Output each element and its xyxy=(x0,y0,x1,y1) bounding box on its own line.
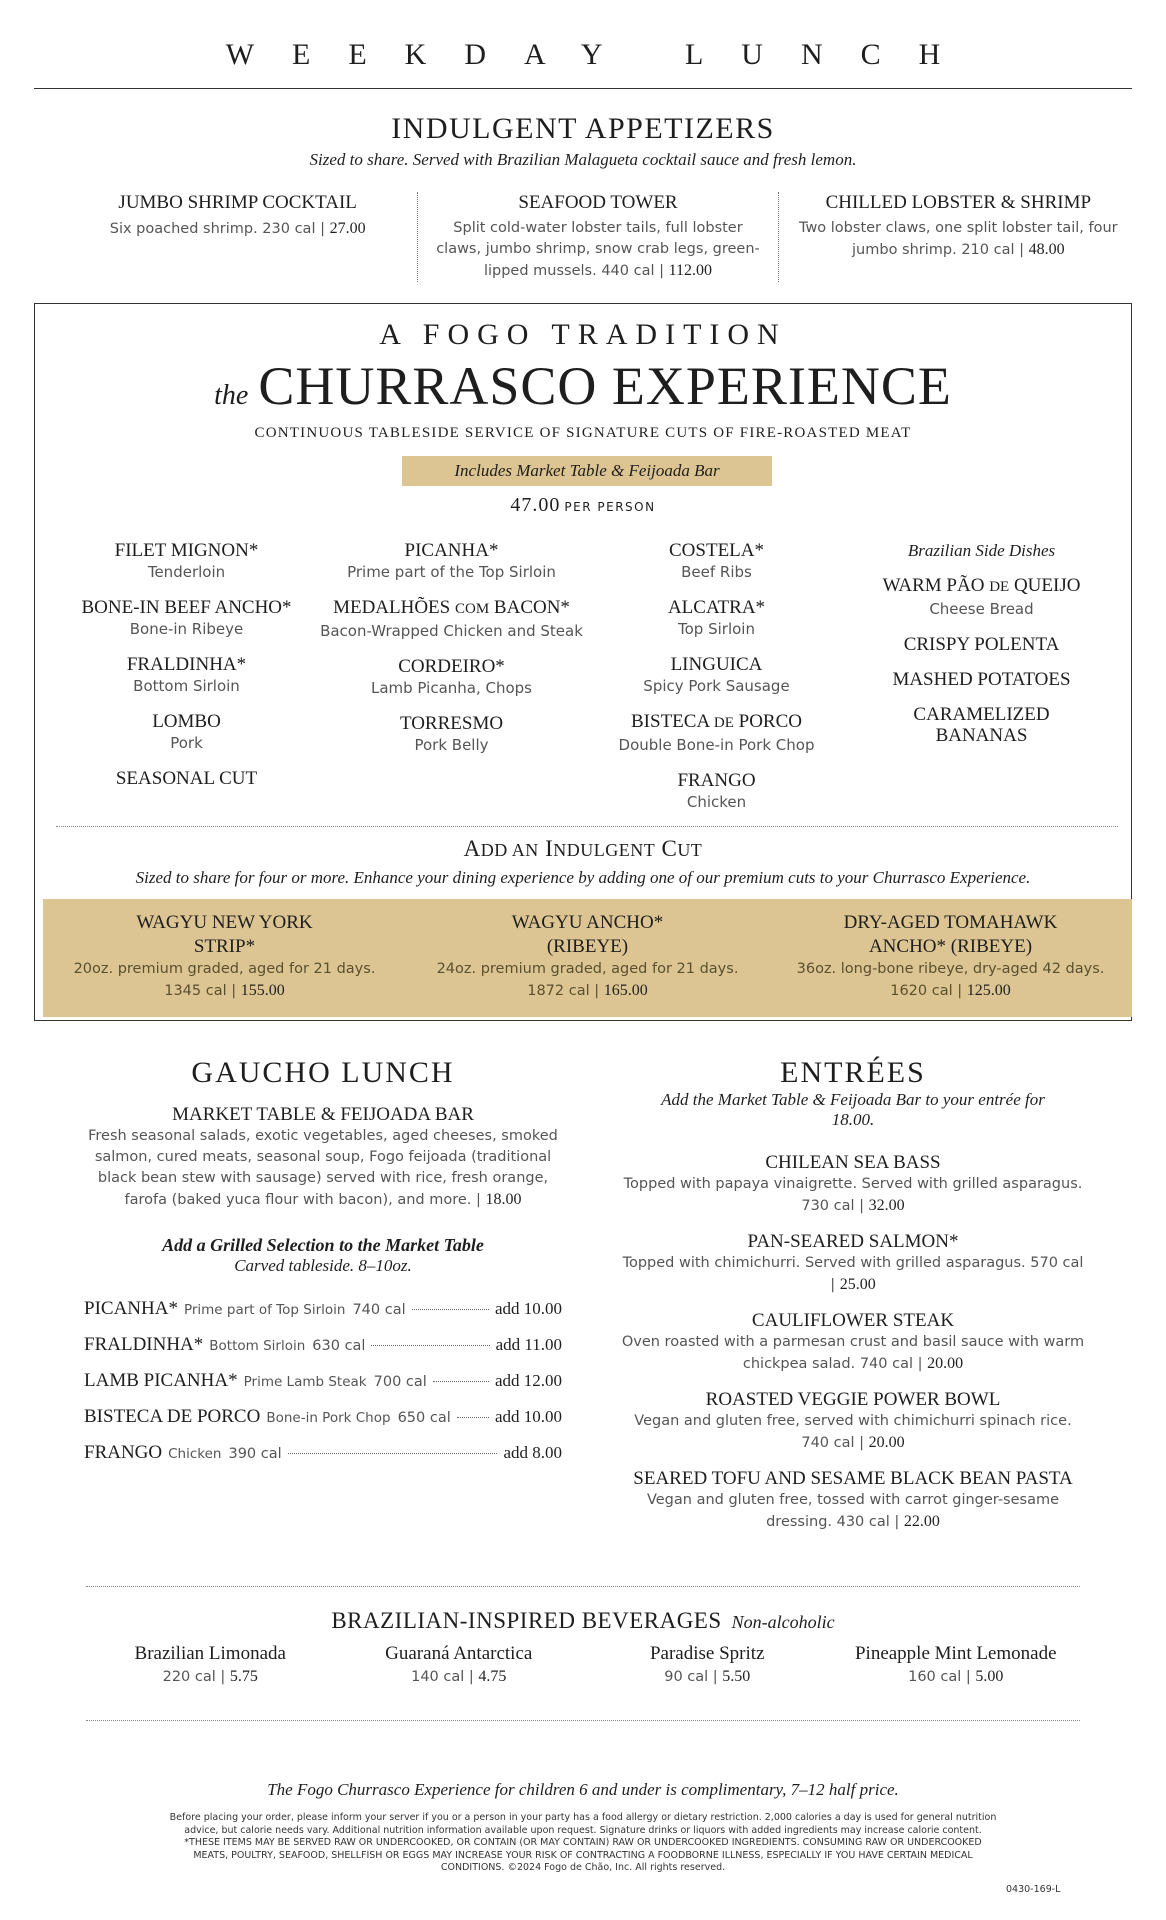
beverage-cal xyxy=(335,1666,584,1688)
side-item xyxy=(849,575,1114,620)
grilled-name: PICANHA* xyxy=(84,1298,178,1319)
beverage-name: Pineapple Mint Lemonade xyxy=(854,1643,1057,1664)
side-desc: Cheese Bread xyxy=(929,600,1034,618)
beverage-item xyxy=(583,1642,832,1688)
grilled-name: FRANGO xyxy=(84,1442,163,1463)
beverages-top-divider xyxy=(86,1586,1080,1587)
appetizer-name: CHILLED LOBSTER & SHRIMP xyxy=(825,192,1092,213)
entrees-heading: ENTRÉES xyxy=(780,1056,926,1089)
premium-cut-cal xyxy=(406,980,769,1002)
meat-desc: Bacon-Wrapped Chicken and Steak xyxy=(320,622,583,640)
meat-column xyxy=(54,540,319,827)
premium-cut-desc: 36oz. long-bone ribeye, dry-aged 42 days. xyxy=(796,961,1105,977)
menu-title: WEEKDAY LUNCH xyxy=(225,38,979,71)
beverage-item xyxy=(832,1642,1081,1688)
appetizer-item xyxy=(417,192,777,282)
meat-item xyxy=(319,713,584,756)
beverage-cal xyxy=(86,1666,335,1688)
entree-desc-text: Oven roasted with a parmesan crust and basil sauce with warm chickpea salad. 740 cal | xyxy=(621,1334,1085,1372)
experience-title: CHURRASCO EXPERIENCE xyxy=(258,356,952,416)
service-description: CONTINUOUS TABLESIDE SERVICE OF SIGNATURE CUTS OF FIRE-ROASTED MEAT xyxy=(254,425,912,441)
market-table-price: 18.00 xyxy=(485,1191,522,1208)
meat-desc: Double Bone-in Pork Chop xyxy=(618,736,815,754)
beverage-cal-text: 160 cal | xyxy=(908,1669,971,1685)
premium-cut-cal-text: 1345 cal | xyxy=(164,983,237,999)
dot-leader xyxy=(433,1381,489,1382)
appetizer-desc-text: Six poached shrimp. 230 cal | xyxy=(109,221,325,237)
meat-item xyxy=(54,597,319,640)
meat-desc: Pork Belly xyxy=(414,736,489,754)
meat-item xyxy=(54,540,319,583)
meat-name: FRALDINHA* xyxy=(126,654,247,675)
meat-name: SEASONAL CUT xyxy=(115,768,258,789)
entree-price: 32.00 xyxy=(868,1197,905,1214)
section-divider xyxy=(56,826,1118,827)
appetizer-price: 48.00 xyxy=(1028,241,1065,258)
indulgent-cut-heading-text: ADD AN INDULGENT CUT xyxy=(463,836,703,861)
sides-heading: Brazilian Side Dishes xyxy=(907,541,1056,560)
entree-price: 22.00 xyxy=(903,1513,940,1530)
entree-item xyxy=(620,1310,1086,1375)
entree-item xyxy=(620,1152,1086,1217)
small-caps-word: COM xyxy=(454,601,490,617)
experience-heading xyxy=(0,355,1166,417)
premium-cuts-band xyxy=(43,899,1132,1017)
appetizers-list xyxy=(58,192,1138,282)
side-item: CRISPY POLENTA xyxy=(903,634,1060,655)
meat-name: LINGUICA xyxy=(670,654,763,675)
premium-cut-item xyxy=(769,899,1132,1017)
dot-leader xyxy=(412,1309,489,1310)
grilled-price: add 10.00 xyxy=(494,1299,562,1318)
meat-item xyxy=(584,597,849,640)
beverage-price: 5.00 xyxy=(975,1668,1004,1685)
meat-name: BONE-IN BEEF ANCHO* xyxy=(81,597,292,618)
meat-column xyxy=(584,540,849,827)
meat-item xyxy=(584,711,849,756)
indulgent-cut-heading xyxy=(0,836,1166,862)
side-item: MASHED POTATOES xyxy=(892,669,1071,690)
entree-price: 25.00 xyxy=(839,1276,876,1293)
appetizer-desc xyxy=(430,218,765,282)
beverages-note: Non-alcoholic xyxy=(731,1612,835,1632)
meat-desc: Pork xyxy=(170,734,203,752)
entree-desc-text: Vegan and gluten free, served with chimichurri spinach rice. 740 cal | xyxy=(634,1413,1072,1451)
meat-item xyxy=(54,654,319,697)
entree-name: CAULIFLOWER STEAK xyxy=(751,1310,955,1331)
grilled-desc: Bottom Sirloin xyxy=(209,1338,306,1354)
appetizers-heading: INDULGENT APPETIZERS xyxy=(391,112,775,145)
entrees-subtitle: Add the Market Table & Feijoada Bar to your entrée for 18.00. xyxy=(661,1090,1045,1129)
beverage-cal-text: 90 cal | xyxy=(664,1669,718,1685)
churrasco-price: 47.00 xyxy=(510,494,561,516)
entree-desc xyxy=(620,1332,1086,1375)
meat-name: FILET MIGNON* xyxy=(114,540,259,561)
grilled-desc: Bone-in Pork Chop xyxy=(266,1410,391,1426)
premium-cut-item xyxy=(43,899,406,1017)
meat-name-text: BISTECA DE PORCO xyxy=(631,711,802,732)
premium-cut-name: WAGYU NEW YORK STRIP* xyxy=(136,912,313,957)
experience-article: the xyxy=(214,380,249,411)
grilled-cal: 740 cal xyxy=(352,1302,406,1318)
grilled-desc: Prime part of Top Sirloin xyxy=(183,1302,346,1318)
meat-desc: Spicy Pork Sausage xyxy=(643,677,790,695)
entree-name: ROASTED VEGGIE POWER BOWL xyxy=(705,1389,1001,1410)
entree-name: CHILEAN SEA BASS xyxy=(765,1152,941,1173)
meat-name: LOMBO xyxy=(152,711,221,732)
meat-item xyxy=(584,654,849,697)
beverage-item xyxy=(86,1642,335,1688)
grilled-item xyxy=(84,1298,562,1320)
meat-desc: Bone-in Ribeye xyxy=(129,620,244,638)
grilled-desc: Prime Lamb Steak xyxy=(243,1374,367,1390)
meat-item xyxy=(584,540,849,583)
meat-name: COSTELA* xyxy=(669,540,764,561)
entree-item xyxy=(620,1231,1086,1296)
grilled-cal: 390 cal xyxy=(228,1446,282,1462)
tradition-heading: A FOGO TRADITION xyxy=(379,318,787,351)
per-person-label: PER PERSON xyxy=(564,500,656,514)
premium-cut-cal xyxy=(769,980,1132,1002)
meat-desc: Tenderloin xyxy=(147,563,226,581)
entree-name: SEARED TOFU AND SESAME BLACK BEAN PASTA xyxy=(633,1468,1073,1489)
appetizer-name: SEAFOOD TOWER xyxy=(518,192,678,213)
meat-column xyxy=(319,540,584,827)
meat-item xyxy=(54,711,319,754)
entree-desc xyxy=(620,1411,1086,1454)
header-divider xyxy=(34,88,1132,89)
appetizer-desc-text: Split cold-water lobster tails, full lobster claws, jumbo shrimp, snow crab legs, green-lipped mussels. 440 cal | xyxy=(436,220,760,279)
meat-name: PICANHA* xyxy=(404,540,499,561)
dot-leader xyxy=(288,1453,498,1454)
gaucho-lunch-section xyxy=(84,1056,562,1478)
grilled-item xyxy=(84,1442,562,1464)
premium-cut-price: 125.00 xyxy=(966,982,1011,999)
beverage-name: Brazilian Limonada xyxy=(134,1643,286,1664)
entree-desc xyxy=(620,1174,1086,1217)
premium-cut-item xyxy=(406,899,769,1017)
beverage-name: Paradise Spritz xyxy=(649,1643,765,1664)
small-caps-word: DE xyxy=(713,715,734,731)
meat-desc: Bottom Sirloin xyxy=(133,677,240,695)
premium-cut-price: 155.00 xyxy=(240,982,285,999)
grilled-desc: Chicken xyxy=(168,1446,222,1462)
grilled-item xyxy=(84,1370,562,1392)
beverage-cal-text: 220 cal | xyxy=(162,1669,226,1685)
appetizers-subtitle: Sized to share. Served with Brazilian Malagueta cocktail sauce and fresh lemon. xyxy=(309,150,857,169)
meat-name: CORDEIRO* xyxy=(398,656,505,677)
entree-desc xyxy=(620,1253,1086,1296)
appetizer-name: JUMBO SHRIMP COCKTAIL xyxy=(118,192,357,213)
meat-name: FRANGO xyxy=(677,770,756,791)
beverage-name: Guaraná Antarctica xyxy=(385,1643,533,1664)
small-caps-word: DE xyxy=(989,579,1010,595)
beverage-price: 5.50 xyxy=(722,1668,751,1685)
meat-desc: Prime part of the Top Sirloin xyxy=(347,563,556,581)
gaucho-lunch-heading: GAUCHO LUNCH xyxy=(191,1056,455,1089)
market-table-desc-text: Fresh seasonal salads, exotic vegetables, aged cheeses, smoked salmon, cured meats, seasonal soup, Fogo feijoada (traditional black bean stew with sausage) served with rice, fresh orange, farofa (baked yuca flour with bacon), and more. | xyxy=(88,1128,558,1208)
appetizer-price: 27.00 xyxy=(329,220,366,237)
meat-cuts-grid xyxy=(54,540,1114,827)
beverages-bottom-divider xyxy=(86,1720,1080,1721)
beverages-title: BRAZILIAN-INSPIRED BEVERAGES xyxy=(331,1608,722,1633)
premium-cut-name: WAGYU ANCHO* (RIBEYE) xyxy=(511,912,664,957)
grilled-price: add 8.00 xyxy=(503,1443,562,1462)
indulgent-cut-subtitle: Sized to share for four or more. Enhance your dining experience by adding one of our premium cuts to your Churrasco Experience. xyxy=(135,868,1031,887)
premium-cut-cal xyxy=(43,980,406,1002)
grilled-price: add 10.00 xyxy=(494,1407,562,1426)
sides-column xyxy=(849,540,1114,827)
meat-item xyxy=(319,597,584,642)
premium-cut-price: 165.00 xyxy=(603,982,648,999)
entree-name: PAN-SEARED SALMON* xyxy=(747,1231,959,1252)
appetizer-price: 112.00 xyxy=(668,262,712,279)
beverage-cal-text: 140 cal | xyxy=(411,1669,474,1685)
beverages-heading xyxy=(0,1608,1166,1634)
grilled-item xyxy=(84,1406,562,1428)
grilled-heading: Add a Grilled Selection to the Market Table xyxy=(162,1235,484,1255)
per-person-price xyxy=(0,494,1166,517)
entrees-section xyxy=(620,1056,1086,1547)
grilled-subtitle: Carved tableside. 8–10oz. xyxy=(234,1256,412,1275)
market-table-desc xyxy=(84,1126,562,1211)
grilled-price: add 12.00 xyxy=(494,1371,562,1390)
entree-desc-text: Topped with chimichurri. Served with grilled asparagus. 570 cal | xyxy=(622,1255,1084,1293)
meat-item xyxy=(584,770,849,813)
entree-item xyxy=(620,1468,1086,1533)
meat-name: TORRESMO xyxy=(399,713,504,734)
grilled-cal: 650 cal xyxy=(397,1410,451,1426)
entree-desc-text: Topped with papaya vinaigrette. Served with grilled asparagus. 730 cal | xyxy=(623,1176,1083,1214)
meat-item xyxy=(54,768,319,789)
meat-desc: Beef Ribs xyxy=(681,563,752,581)
entree-desc xyxy=(620,1490,1086,1533)
entree-price: 20.00 xyxy=(868,1434,905,1451)
beverages-list xyxy=(86,1642,1080,1688)
grilled-cal: 630 cal xyxy=(312,1338,366,1354)
appetizer-desc xyxy=(70,218,405,240)
beverage-cal xyxy=(583,1666,832,1688)
premium-cut-desc: 24oz. premium graded, aged for 21 days. xyxy=(436,961,739,977)
meat-name: ALCATRA* xyxy=(667,597,766,618)
beverage-item xyxy=(335,1642,584,1688)
beverage-price: 4.75 xyxy=(478,1668,507,1685)
appetizer-desc-text: Two lobster claws, one split lobster tail, four jumbo shrimp. 210 cal | xyxy=(798,220,1118,258)
meat-name xyxy=(584,711,849,734)
entree-item xyxy=(620,1389,1086,1454)
meat-item xyxy=(319,540,584,583)
meat-name-text: MEDALHÕES COM BACON* xyxy=(333,597,570,618)
grilled-cal: 700 cal xyxy=(373,1374,427,1390)
premium-cut-desc: 20oz. premium graded, aged for 21 days. xyxy=(73,961,376,977)
dot-leader xyxy=(457,1417,489,1418)
side-name-text: WARM PÃO DE QUEIJO xyxy=(882,575,1081,596)
premium-cut-name: DRY-AGED TOMAHAWK ANCHO* (RIBEYE) xyxy=(843,912,1058,957)
premium-cut-cal-text: 1620 cal | xyxy=(890,983,963,999)
market-table-heading: MARKET TABLE & FEIJOADA BAR xyxy=(172,1104,474,1125)
side-item: CARAMELIZED BANANAS xyxy=(913,704,1050,746)
grilled-price: add 11.00 xyxy=(495,1335,562,1354)
premium-cut-cal-text: 1872 cal | xyxy=(527,983,600,999)
grilled-name: FRALDINHA* xyxy=(84,1334,204,1355)
meat-desc: Lamb Picanha, Chops xyxy=(370,679,532,697)
beverage-cal xyxy=(832,1666,1081,1688)
kids-pricing-note: The Fogo Churrasco Experience for children 6 and under is complimentary, 7–12 half price. xyxy=(267,1780,899,1799)
includes-banner: Includes Market Table & Feijoada Bar xyxy=(402,456,772,486)
entree-desc-text: Vegan and gluten free, tossed with carrot ginger-sesame dressing. 430 cal | xyxy=(646,1492,1060,1530)
appetizer-item xyxy=(58,192,417,282)
beverage-price: 5.75 xyxy=(229,1668,258,1685)
grilled-name: LAMB PICANHA* xyxy=(84,1370,238,1391)
dot-leader xyxy=(371,1345,489,1346)
grilled-name: BISTECA DE PORCO xyxy=(84,1406,261,1427)
menu-code: 0430-169-L xyxy=(1006,1884,1061,1895)
appetizer-item xyxy=(778,192,1138,282)
appetizer-desc xyxy=(791,218,1126,261)
meat-name xyxy=(319,597,584,620)
entree-price: 20.00 xyxy=(927,1355,964,1372)
meat-desc: Top Sirloin xyxy=(678,620,755,638)
meat-item xyxy=(319,656,584,699)
side-name xyxy=(849,575,1114,598)
meat-desc: Chicken xyxy=(686,793,747,811)
allergy-disclaimer: Before placing your order, please inform your server if you or a person in your party has a food allergy or dietary restriction. 2,000 calories a day is used for general nutrition advice, but calorie needs vary. Additional nutrition information available upon request. Signature drinks or liquors with added ingredients may increase calorie content. *THESE ITEMS MAY BE SERVED RAW OR UNDERCOOKED, OR CONTAIN (OR MAY CONTAIN) RAW OR UNDERCOOKED INGREDIENTS. CONSUMING RAW OR UNDERCOOKED MEATS, POULTRY, SEAFOOD, SHELLFISH OR EGGS MAY INCREASE YOUR RISK OF CONTRACTING A FOODBORNE ILLNESS, ESPECIALLY IF YOU HAVE CERTAIN MEDICAL CONDITIONS. ©2024 Fogo de Chão, Inc. All rights reserved. xyxy=(169,1812,997,1873)
grilled-item xyxy=(84,1334,562,1356)
